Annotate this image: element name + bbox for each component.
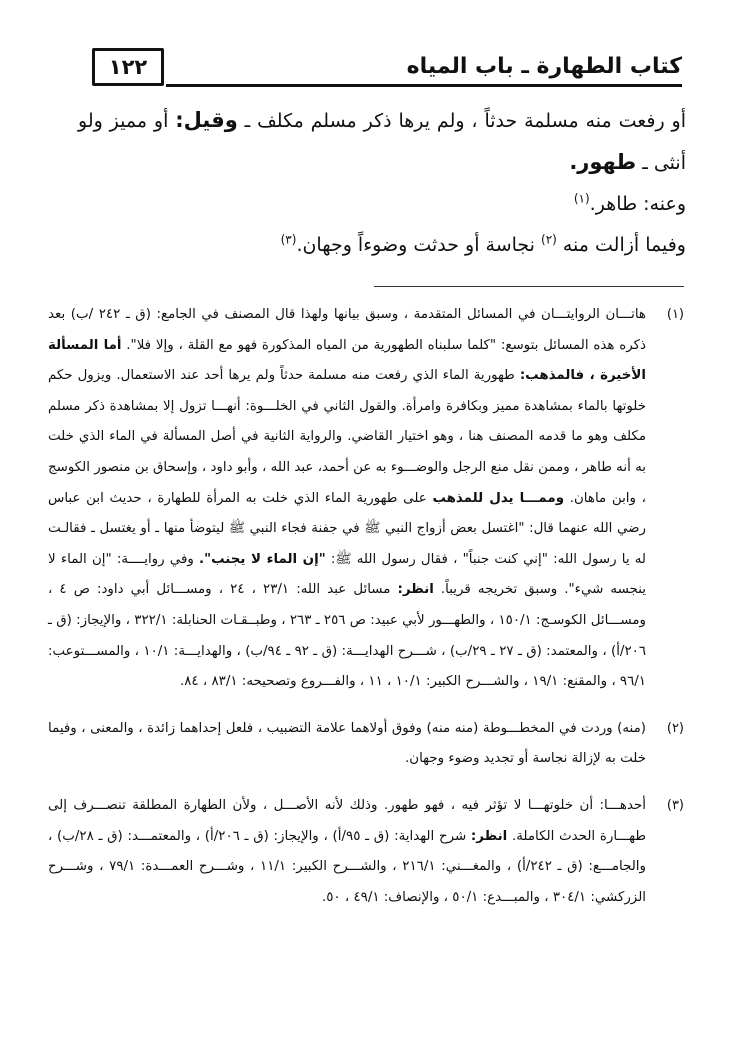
footnotes-section [48, 300, 684, 913]
footnote-text: هاتـــان الروايتـــان في المسائل المتقدمة ، وسبق بيانها ولهذا قال المصنف في الجامع: (ق ـ ٢٤٢ /ب) بعد ذكره هذه المسائل بتوسع: "كلما سلبناه الطهورية من المياه المذكورة فهو مع القلة ، وإلا فلا". [48, 307, 646, 353]
main-paragraph-3 [78, 225, 686, 266]
main-text-segment: نجاسة أو حدثت وضوءاً وجهان. [296, 234, 541, 256]
footnote-number: (٣) [666, 797, 684, 813]
footnote-2 [48, 714, 684, 775]
footnote-bold-term: أما المسألة الأخيرة ، فالمذهب: [48, 337, 646, 384]
main-text-segment: أو مميز ولو أنثى ـ [78, 110, 686, 174]
footnote-3 [48, 791, 684, 913]
main-text [78, 100, 686, 266]
footnote-spacer [48, 698, 684, 714]
footnote-number: (١) [666, 307, 684, 322]
footnote-ref-3[interactable]: (٣) [280, 232, 297, 247]
footnote-text: مسائل عبد الله: ٢٣/١ ، ٢٤ ، ومســـائل أبي داود: ص ٤ ، ومســـائل الكوسـج: ١٥٠/١ ، والطهـــور لأبي عبيد: ص ٢٥٦ ـ ٢٦٣ ، وطبــقـات الحنابلة: ٣٢٢/١ ، والإيجاز: (ق ـ ٢٠٦/أ) ، والمعتمد: (ق ـ ٢٧ ـ ٢٩/ب) ، شـــرح الهدايـــة: (ق ـ ٩٢ ـ ٩٤/ب) ، والهدايـــة: ١٠/١ ، والمســـتوعب: ٩٦/١ ، والمقنع: ١٩/١ ، والشـــرح الكبير: ١٠/١ ، ١١ ، والفـــروع وتصحيحه: ٨٣/١ ، ٨٤. [48, 582, 647, 690]
main-paragraph-2 [78, 184, 686, 225]
running-header [92, 48, 682, 92]
footnote-bold-term: انظر: [470, 828, 508, 844]
main-text-segment: وفيما أزالت منه [556, 234, 686, 256]
tahur-term: طهور. [569, 150, 637, 174]
footnote-text: شرح الهداية: (ق ـ ٩٥/أ) ، والإيجاز: (ق ـ ٢٠٦/أ) ، والمعتمـــد: (ق ـ ٢٨/ب) ، والجامـــع: (ق ـ ٢٤٢/أ) ، والمغـــني: ٢١٦/١ ، والشـــرح الكبير: ١١/١ ، وشـــرح العمـــدة: ٧٩/١ ، وشـــرح الزركشي: ٣٠٤/١ ، والمبـــدع: ٥٠/١ ، والإنصاف: ٤٩/١ ، ٥٠. [48, 828, 646, 905]
header-rule [166, 84, 682, 87]
main-paragraph-1 [78, 100, 686, 184]
footnote-text: (منه) وردت في المخطـــوطة (منه منه) وفوق أولاهما علامة التضبيب ، فلعل إحداهما زائدة ، والمعنى ، وفيما خلت به لإزالة نجاسة أو تجديد وضوء وجهان. [48, 720, 646, 767]
footnote-1 [48, 300, 684, 698]
footnote-bold-term: "إن الماء لا يجنب". [199, 551, 326, 567]
footnote-ref-2[interactable]: (٢) [541, 232, 557, 247]
main-text-segment: أو رفعت منه مسلمة حدثاً ، ولم يرها ذكر مسلم مكلف ـ [237, 110, 686, 132]
footnote-spacer [48, 775, 684, 791]
footnote-ref-1[interactable]: (١) [573, 191, 590, 206]
footnote-bold-term: انظر: [397, 582, 434, 598]
footnote-number: (٢) [666, 720, 684, 736]
footnote-bold-term: وممـــا يدل للمذهب [432, 490, 565, 506]
qila-term: وقيل: [175, 108, 238, 132]
footnote-text: وفي روايــــة: "إن الماء لا ينجسه شيء". وسبق تخريجه قريباً. [48, 551, 646, 598]
chapter-title: كتاب الطهارة ـ باب المياه [406, 54, 682, 79]
footnote-text: أحدهـــا: أن خلوتهـــا لا تؤثر فيه ، فهو طهور. وذلك لأنه الأصـــل ، ولأن الطهارة المطلقة تنصـــرف إلى طهـــارة الحدث الكاملة. [48, 797, 646, 844]
footnote-text: على طهورية الماء الذي خلت به المرأة للطهارة ، حديث ابن عباس رضي الله عنهما قال: "اغتسل بعض أزواج النبي ﷺ في جفنة فجاء النبي ﷺ ليتوضأ منها ـ أو يغتسل ـ فقالـت له يا رسول الله: "إني كنت جنباً" ، فقال رسول الله ﷺ: [48, 490, 647, 567]
footnote-text: طهورية الماء الذي رفعت منه مسلمة حدثاً ولم يرها أحد عند الاستعمال. ويزول حكم خلوتها بالماء بمشاهدة مميز وبكافرة وامرأة. والقول الثاني في الخلـــوة: أنهـــا تزول إلا بمشاهدة ذكر مسلم مكلف وهو ما قدمه المصنف هنا ، وهو اختيار القاضي. والرواية الثانية في أصل المسألة في الماء الذي خلت به أنه طاهر ، وممن نقل منع الرجل والوضـــوء به عن أحمد، عبد الله ، وأبو داود ، وإسحاق بن منصور الكوسج ، وابن ماهان. [48, 368, 647, 506]
page-number: ١٢٢ [92, 48, 164, 86]
footnote-divider [374, 286, 684, 287]
main-text-segment: وعنه: طاهر. [589, 193, 686, 215]
